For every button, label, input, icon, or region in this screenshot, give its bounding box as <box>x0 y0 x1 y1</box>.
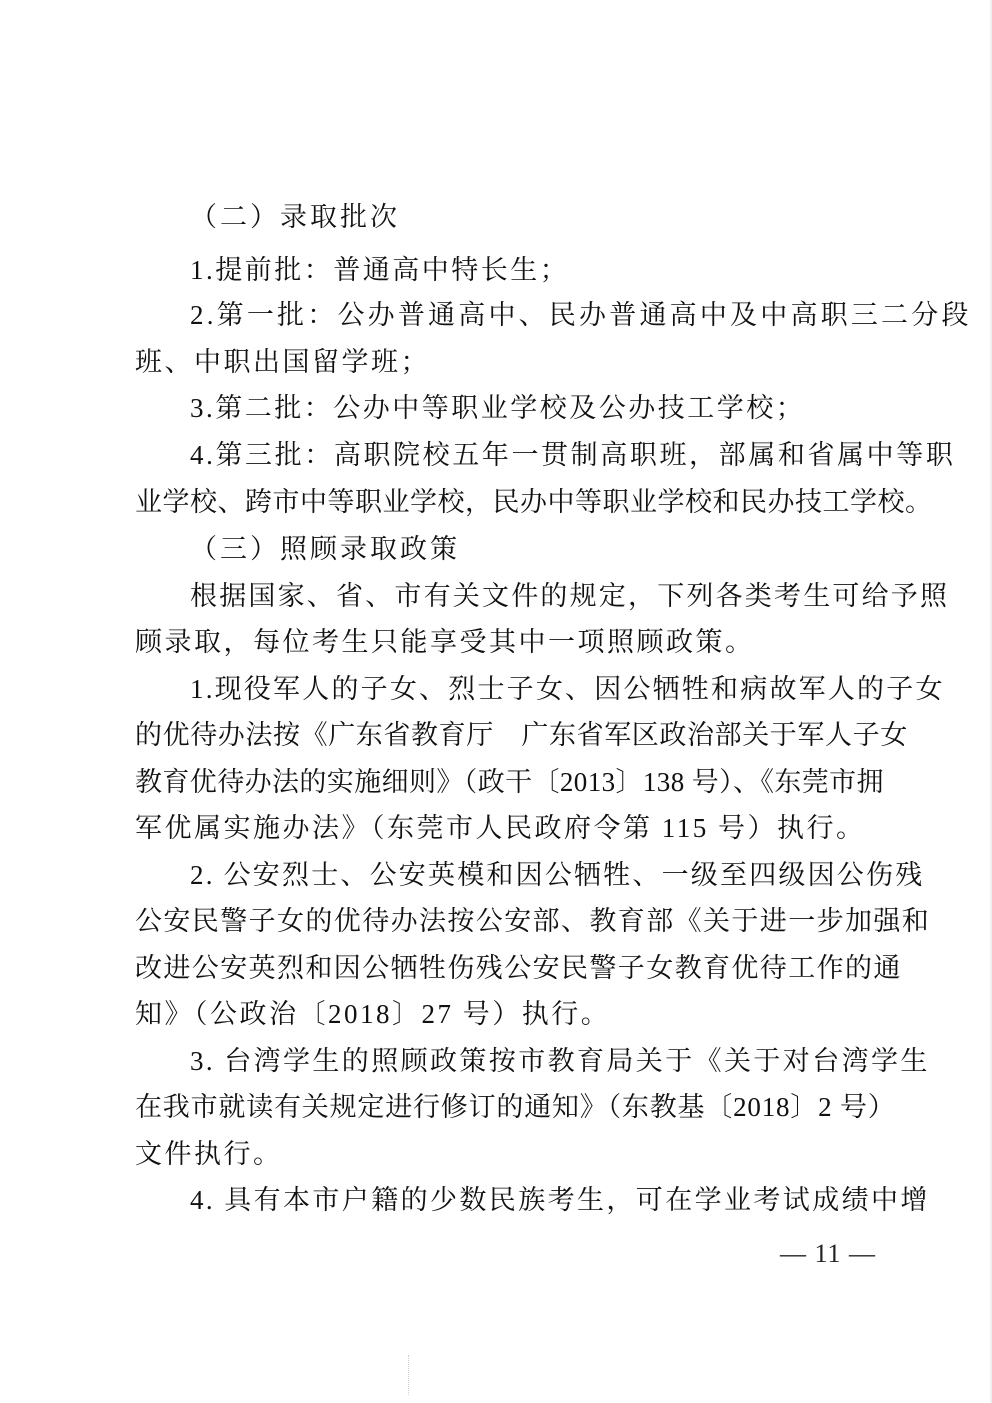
paragraph-line: 1.现役军人的子女、烈士子女、因公牺牲和病故军人的子女 <box>190 674 945 704</box>
section-heading-preferential-policy: （三）照顾录取政策 <box>190 534 460 565</box>
paragraph-line: 军优属实施办法》（东莞市人民政府令第 115 号）执行。 <box>135 813 866 843</box>
section-heading-admission-batches: （二）录取批次 <box>190 202 400 233</box>
paragraph-line: 公安民警子女的优待办法按公安部、教育部《关于进一步加强和 <box>135 906 931 936</box>
paragraph-line: 3. 台湾学生的照顾政策按市教育局关于《关于对台湾学生 <box>190 1046 930 1076</box>
paragraph-line: 2.第一批：公办普通高中、民办普通高中及中高职三二分段 <box>190 300 972 330</box>
paragraph-line: 知》（公政治〔2018〕27 号）执行。 <box>135 999 611 1029</box>
paragraph-line: 1.提前批：普通高中特长生； <box>190 255 570 285</box>
paragraph-line: 业学校、跨市中等职业学校，民办中等职业学校和民办技工学校。 <box>135 487 933 517</box>
scan-artifact <box>408 1355 411 1395</box>
paragraph-line: 文件执行。 <box>135 1139 283 1169</box>
paragraph-line: 的优待办法按《广东省教育厅 广东省军区政治部关于军人子女 <box>135 720 908 750</box>
paragraph-line: 4. 具有本市户籍的少数民族考生，可在学业考试成绩中增 <box>190 1185 930 1215</box>
paragraph-line: 班、中职出国留学班； <box>135 347 430 377</box>
page-number: — 11 — <box>780 1239 877 1268</box>
paragraph-line: 2. 公安烈士、公安英模和因公牺牲、一级至四级因公伤残 <box>190 860 925 890</box>
paragraph-line: 在我市就读有关规定进行修订的通知》（东教基〔2018〕2 号） <box>135 1092 896 1122</box>
paragraph-line: 3.第二批：公办中等职业学校及公办技工学校； <box>190 393 806 423</box>
paragraph-line: 根据国家、省、市有关文件的规定，下列各类考生可给予照 <box>190 581 950 611</box>
paragraph-line: 4.第三批：高职院校五年一贯制高职班，部属和省属中等职 <box>190 440 956 470</box>
paragraph-line: 改进公安英烈和因公牺牲伤残公安民警子女教育优待工作的通 <box>135 953 902 983</box>
paragraph-line: 教育优待办法的实施细则》（政干〔2013〕138 号）、《东莞市拥 <box>135 767 884 797</box>
paragraph-line: 顾录取，每位考生只能享受其中一项照顾政策。 <box>135 627 755 657</box>
